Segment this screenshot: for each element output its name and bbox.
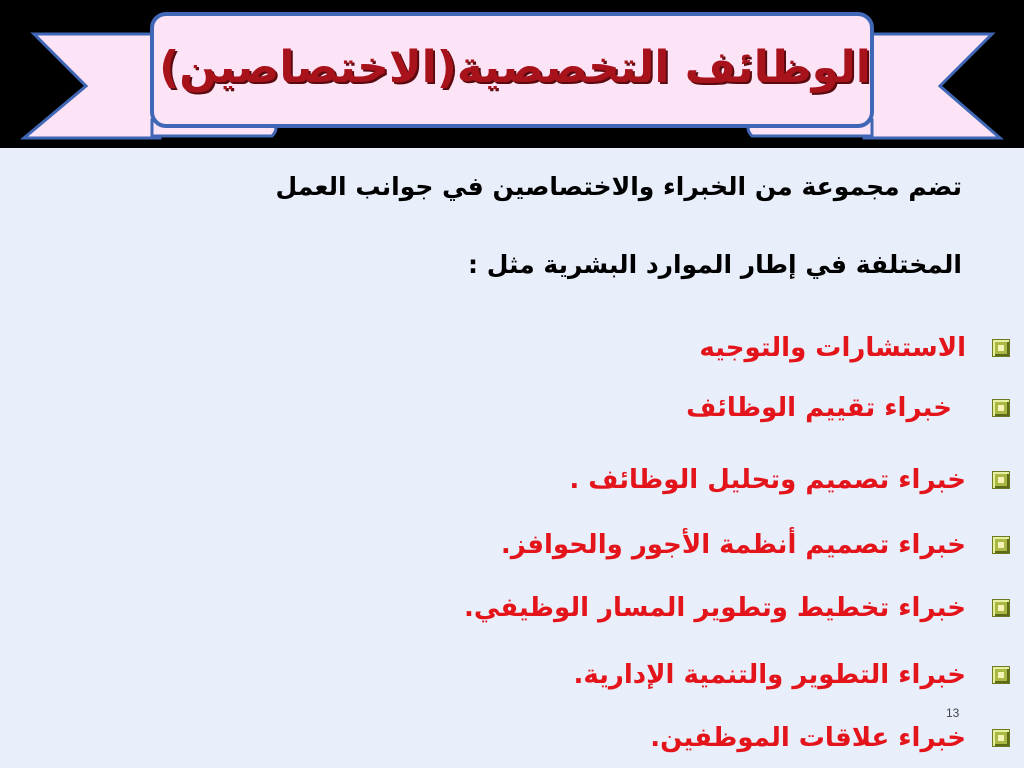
square-bullet-icon	[992, 666, 1010, 684]
slide-header	[0, 0, 1024, 148]
page-number: 13	[946, 706, 960, 720]
list-item-text: خبراء علاقات الموظفين.	[650, 723, 966, 753]
list-item	[110, 525, 1010, 565]
list-item-text: خبراء تصميم وتحليل الوظائف .	[569, 465, 966, 495]
slide-title: الوظائف التخصصية(الاختصاصين)	[159, 41, 871, 93]
square-bullet-icon	[992, 599, 1010, 617]
list-item-text: خبراء تقييم الوظائف	[686, 393, 952, 423]
square-bullet-icon	[992, 339, 1010, 357]
square-bullet-icon	[992, 729, 1010, 747]
list-item-text: خبراء تصميم أنظمة الأجور والحوافز.	[500, 530, 966, 560]
list-item	[110, 388, 1010, 428]
list-item	[110, 460, 1010, 500]
list-item	[110, 655, 1010, 695]
list-item	[110, 718, 1010, 758]
square-bullet-icon	[992, 536, 1010, 554]
list-item-text: خبراء التطوير والتنمية الإدارية.	[573, 660, 966, 690]
square-bullet-icon	[992, 471, 1010, 489]
list-item-text: خبراء تخطيط وتطوير المسار الوظيفي.	[464, 593, 966, 623]
square-bullet-icon	[992, 399, 1010, 417]
list-item-text: الاستشارات والتوجيه	[699, 333, 966, 363]
intro-line-1: تضم مجموعة من الخبراء والاختصاصين في جوانب العمل	[275, 172, 962, 201]
ribbon-tail-left	[24, 34, 160, 138]
ribbon-tail-right	[864, 34, 1000, 138]
list-item	[110, 328, 1010, 368]
intro-line-2: المختلفة في إطار الموارد البشرية مثل :	[468, 250, 962, 279]
list-item	[110, 588, 1010, 628]
